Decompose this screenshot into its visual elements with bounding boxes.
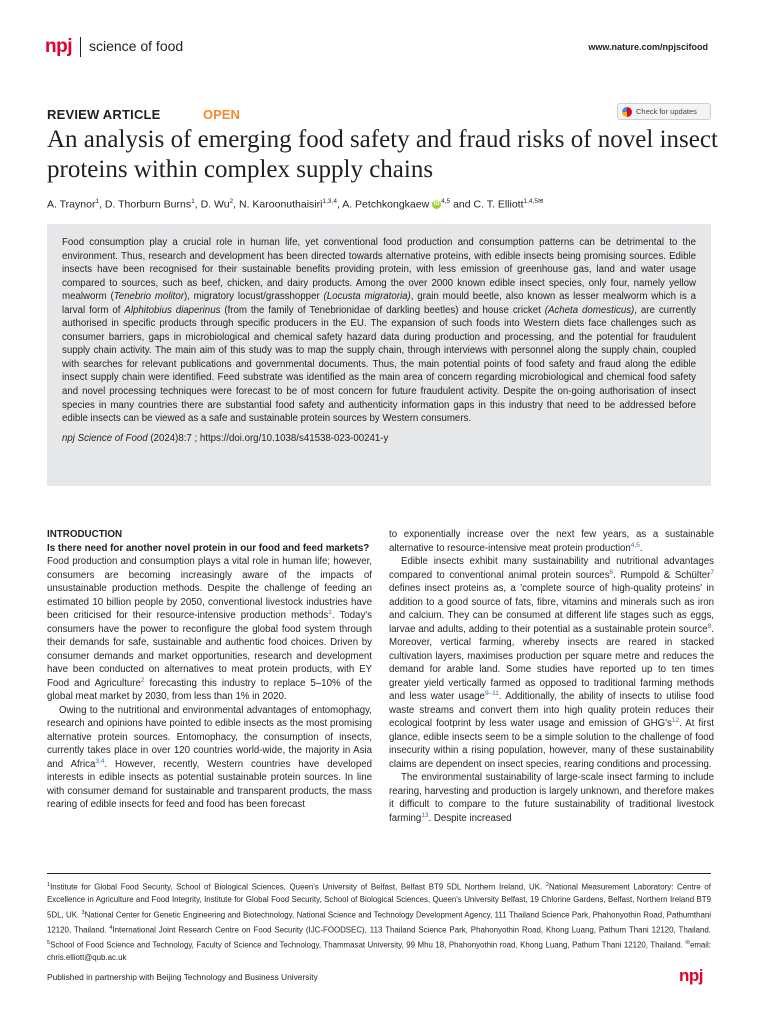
reference-link[interactable]: 7 [710,568,714,576]
author-link[interactable]: A. Petchkongkaew [342,198,430,211]
email-link[interactable]: email: chris.elliott@qub.ac.uk [47,940,711,962]
crossmark-icon [622,107,632,117]
body-column-left [47,528,372,812]
open-access-label: OPEN [203,107,240,122]
abstract-text: Food consumption play a crucial role in human life, yet conventional food production and consumption patterns can be detrimental to the environment. Thus, research and development has been directed towards alternative proteins, with edible insects being promising sources. Edible insects have been recognised for their sustainable benefits providing protein, with less emission of greenhouse gas, land and water usage compared to sources, such as beef, chicken, and dairy products. Among the over 2000 known edible insect species, only four, namely yellow mealworm (Tenebrio molitor), migratory locust/grasshopper (Locusta migratoria), grain mould beetle, also known as lesser mealworm which is a larval form of Alphitobius diaperinus (from the family of Tenebrionidae of darkling beetles) and house cricket (Acheta domesticus), are currently authorised in specific products through specific producers in the EU. The expansion of such foods into Western diets face challenges such as consumer barriers, gaps in microbiological and chemical safety hazard data during production and processing, and the potential for fraudulent supply chain activity. The main aim of this study was to map the supply chain, through interviews with personnel along the supply chain, coupled with searches for relevant publications and governmental documents. Thus, the main potential points of food safety and fraud along the edible insect supply chain were identified. Feed substrate was identified as the main area of concern regarding microbiological and chemical food safety and novel processing techniques were forecast to be of most concern for future fraudulent activity. Despite the on-going authorisation of insect species in many countries there are substantial food safety and authenticity information gaps in this industry that need to be addressed before edible insects can be viewed as a safe and sustainable protein sources by Western consumers. [62,237,696,425]
doi-link[interactable]: (2024)8:7 ; https://doi.org/10.1038/s41538-023-00241-y [147,432,389,444]
reference-link[interactable]: 12 [671,716,680,724]
publisher-note: Published in partnership with Beijing Technology and Business University [47,972,318,982]
reference-link[interactable]: 1 [328,608,332,616]
abstract-box [47,224,711,486]
author-affiliation: 1,4,5✉ [523,198,544,205]
author-affiliation: 1 [95,198,100,205]
journal-url-link[interactable]: www.nature.com/npjscifood [588,42,708,52]
check-for-updates-label: Check for updates [636,107,697,116]
author-affiliation: 1 [191,198,195,205]
body-paragraph: Edible insects exhibit many sustainability and nutritional advantages compared to conventional animal protein sources$^6$. Rumpold & Schülter$^7$ defines insect proteins as, a 'complete source of high-quality proteins' in addition to a good source of fats, fibre, vitamins and minerals such as iron and calcium. They can be consumed at different life stages such as eggs, larvae and adults, adding to their potential as a sustainable protein source$^8$. Moreover, vertical farming, whereby insects are reared in stacked cultivation layers, maximises production per square metre and reduces the demand for arable land. Some studies have reported up to ten times greater yield vertically farmed as opposed to traditional farming methods and less water usage$^{9-11}$. Additionally, the ability of insects to utilise food waste streams and convert them into high quality protein reduces their ecological footprint by less water usage and emission of GHG's$^{12}$. At first glance, edible insects seem to be a simple solution to the challenge of food insecurity within a rising population, however, many of these sustainability claims are dependent on insect species, rearing conditions and processing. [389,556,714,770]
journal-logo[interactable]: npj [45,36,72,57]
author-link[interactable]: D. Thorburn Burns [104,198,192,211]
orcid-icon[interactable]: iD [433,201,440,208]
author-link[interactable]: A. Traynor [47,198,96,211]
reference-link[interactable]: 9–11 [484,689,499,697]
author-link[interactable]: D. Wu [200,198,230,211]
author-affiliation: 2 [229,198,234,205]
article-title: An analysis of emerging food safety and fraud risks of novel insect proteins within complex supply chains [47,126,718,183]
affiliations: $^1$Institute for Global Food Security, School of Biological Sciences, Queen's University of Belfast, Belfast BT9 5DL Northern Ireland, UK. $^2$National Measurement Laboratory: Centre of Excellence in Agriculture and Food Integrity, Institute for Global Food Security, School of Biological Sciences, Queen's University Belfast, 19 Chlorine Gardens, Belfast, Northern Ireland BT9 5DL, UK. $^3$National Center for Genetic Engineering and Biotechnology, National Science and Technology Development Agency, 111 Thailand Science Park, Phahonyothin Road, Pathumthani 12120, Thailand. $^4$International Joint Research Centre on Food Security (IJC-FOODSEC), 113 Thailand Science Park, Phahonyothin Road, Khong Luang, Pathum Thani 12120, Thailand. $^5$School of Food Science and Technology, Faculty of Science and Technology, Thammasat University, 99 Mhu 18, Phahonyothin road, Khong Luang, Pathum Thani 12120, Thailand. ✉email: chris.elliott@qub.ac.uk [47,882,711,962]
author-link[interactable]: N. Karoonuthaisiri [239,198,323,211]
author-list: A. Traynor$^1$, D. Thorburn Burns$^1$, D. Wu$^2$, N. Karoonuthaisiri$^{1,3,4}$, A. Petchkongkaew iD $^{4,5}$ and C. T. Elliott$^{1,4,5✉}$ [47,198,544,211]
body-paragraph: Owing to the nutritional and environmental advantages of entomophagy, research and opinions have pointed to edible insects as the most promising alternative protein sources. Entomophacy, the consumption of insects, currently takes place in over 120 countries world-wide, the majority in Asia and Africa$^{3,4}$. However, recently, Western countries have developed interests in edible insects as potential sustainable protein sources. In line with consumer demand for sustainable and transparent products, the mass rearing of edible insects for feed and food has been forecast [47,704,372,810]
subsection-heading: Is there need for another novel protein in our food and feed markets? [47,542,370,554]
reference-link[interactable]: 6 [609,568,614,576]
body-column-right [389,528,714,825]
reference-link[interactable]: 3,4 [95,757,105,765]
journal-name[interactable]: science of food [89,38,184,54]
footer-logo: npj [679,966,703,985]
footnote-divider [47,873,711,874]
author-affiliation: 4,5 [441,198,451,205]
author-affiliation: 1,3,4 [322,198,337,205]
article-type-label: REVIEW ARTICLE [47,107,161,122]
body-paragraph: Food production and consumption plays a vital role in human life; however, consumers are becoming increasingly aware of the impacts of unsustainable production methods. Despite the challenge of feeding an estimated 10 billion people by 2050, conventional livestock industries have been criticised for their resource-intensive production methods$^1$. Today's consumers have the power to reconfigure the global food system through their demands for safe, sustainable and authentic food choices. Driven by consumer demands and market opportunities, research and development have been conducted on alternatives to meat protein products, with EY Food and Agriculture$^2$ forecasting this industry to replace 5–10% of the global meat market by 2030, from less than 1% in 2020. [47,556,372,702]
check-for-updates-button[interactable] [617,103,711,120]
header-divider [80,37,81,57]
reference-link[interactable]: 2 [140,676,145,684]
reference-link[interactable]: 13 [421,811,429,819]
citation: npj Science of Food (2024)8:7 ; https://doi.org/10.1038/s41538-023-00241-y [62,432,389,444]
body-paragraph: The environmental sustainability of large-scale insect farming to include rearing, harvesting and production is largely unknown, and therefore makes it difficult to compare to the future sustainability of traditional livestock farming$^{13}$. Despite increased [389,772,714,824]
body-paragraph: to exponentially increase over the next few years, as a sustainable alternative to resource-intensive meat protein production$^{4,5}$. [389,529,714,554]
reference-link[interactable]: 4,5 [630,541,640,549]
author-link[interactable]: C. T. Elliott [473,198,524,211]
section-heading: INTRODUCTION [47,529,123,540]
reference-link[interactable]: 8 [707,622,712,630]
